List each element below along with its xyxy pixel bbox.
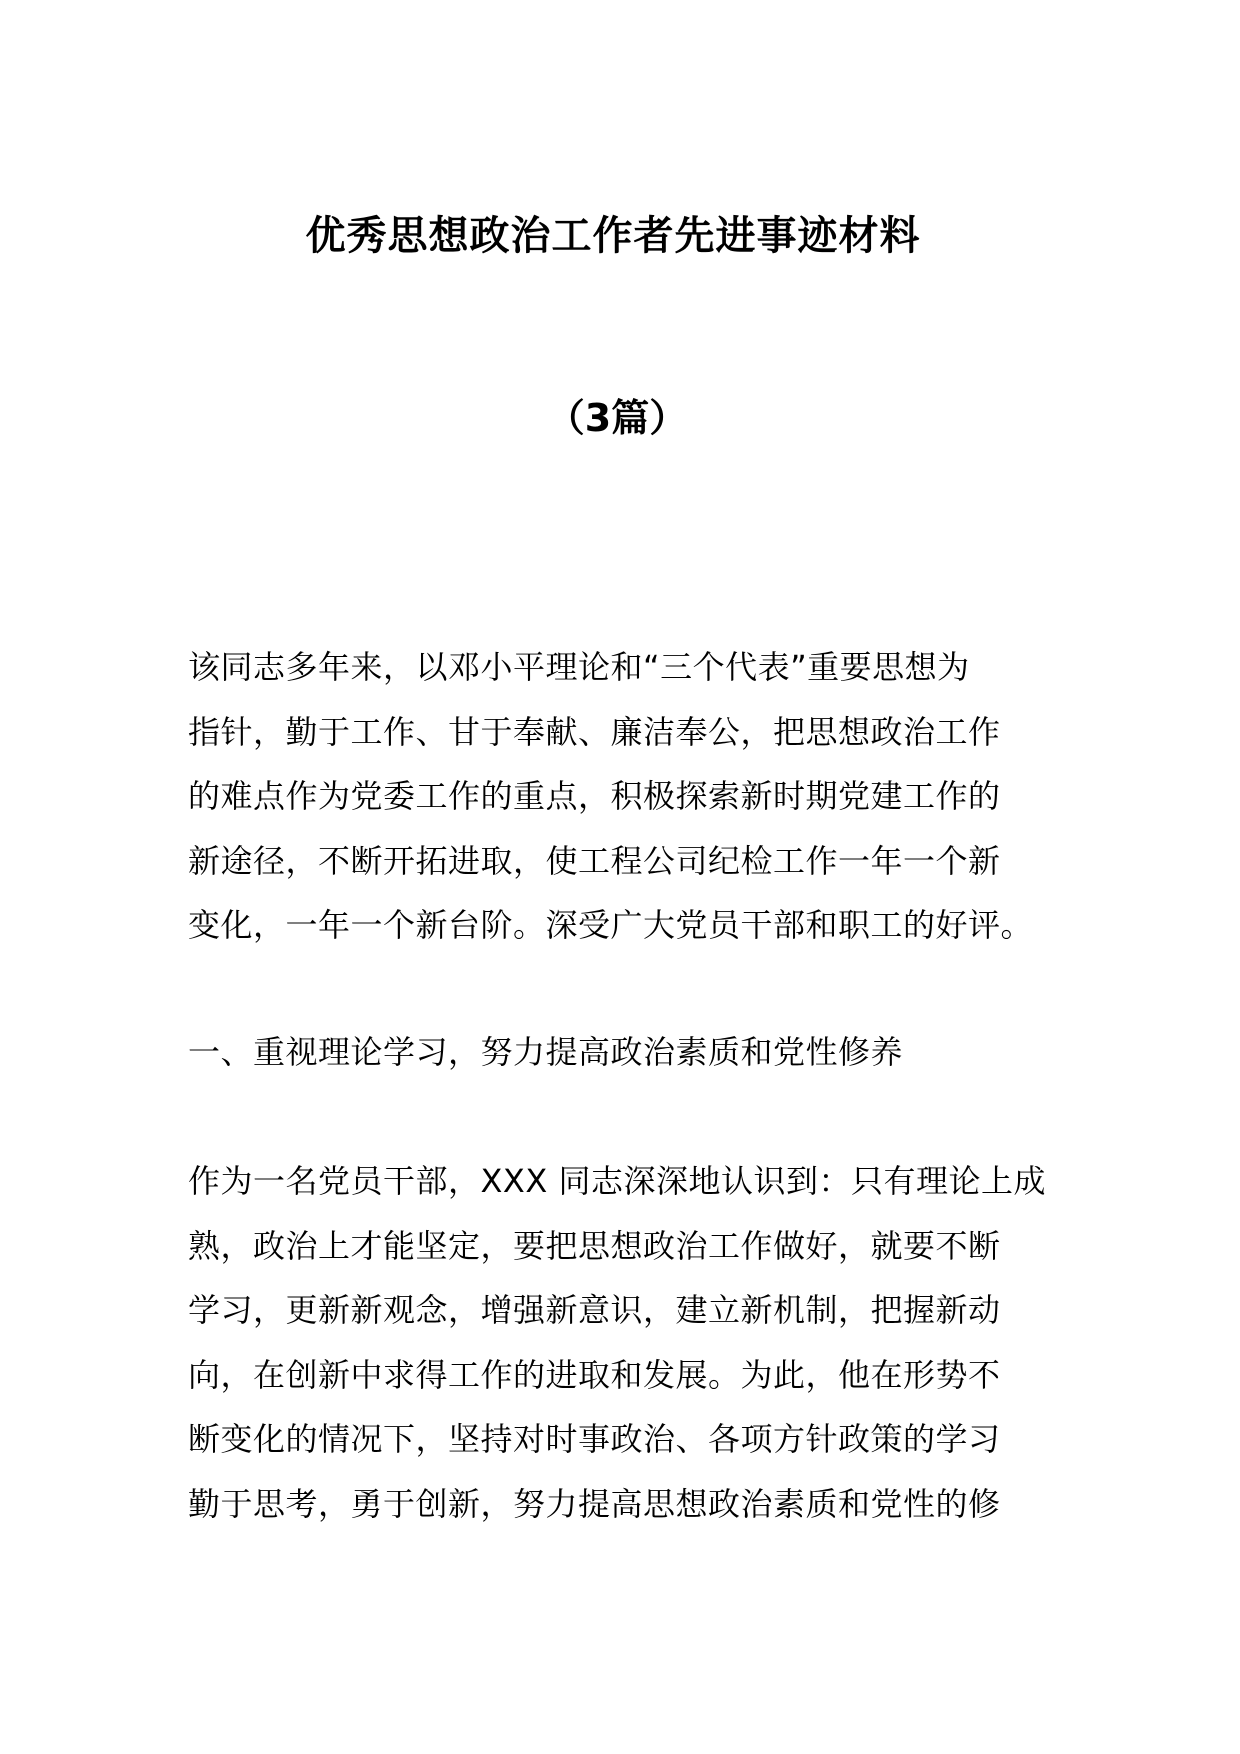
section-heading-text: 一、重视理论学习，努力提高政治素质和党性修养 xyxy=(188,1033,904,1071)
paragraph-line: 作为一名党员干部，XXX 同志深深地认识到：只有理论上成 xyxy=(188,1162,1046,1200)
paragraph-line: 变化，一年一个新台阶。深受广大党员干部和职工的好评。 xyxy=(188,906,1034,944)
section-heading xyxy=(188,1020,1058,1085)
intro-paragraph xyxy=(188,635,1058,958)
paragraph-line: 熟，政治上才能坚定，要把思想政治工作做好，就要不断 xyxy=(188,1226,1001,1265)
paragraph-line: 学习，更新新观念，增强新意识，建立新机制，把握新动 xyxy=(188,1291,1001,1329)
document-title: 优秀思想政治工作者先进事迹材料 xyxy=(305,213,921,259)
section-paragraph xyxy=(188,1149,1058,1536)
paragraph-line: 勤于思考，勇于创新，努力提高思想政治素质和党性的修 xyxy=(188,1484,1001,1523)
paragraph-line: 的难点作为党委工作的重点，积极探索新时期党建工作的 xyxy=(188,777,1001,815)
paragraph-line: 指针，勤于工作、甘于奉献、廉洁奉公，把思想政治工作 xyxy=(188,712,1001,751)
paragraph-line: 断变化的情况下，坚持对时事政治、各项方针政策的学习 xyxy=(188,1420,1001,1458)
paragraph-line: 向，在创新中求得工作的进取和发展。为此，他在形势不 xyxy=(188,1355,1001,1394)
paragraph-line: 该同志多年来，以邓小平理论和“三个代表”重要思想为 xyxy=(188,648,970,686)
document-subtitle: （3篇） xyxy=(546,396,688,440)
paragraph-line: 新途径，不断开拓进取，使工程公司纪检工作一年一个新 xyxy=(188,841,1001,880)
